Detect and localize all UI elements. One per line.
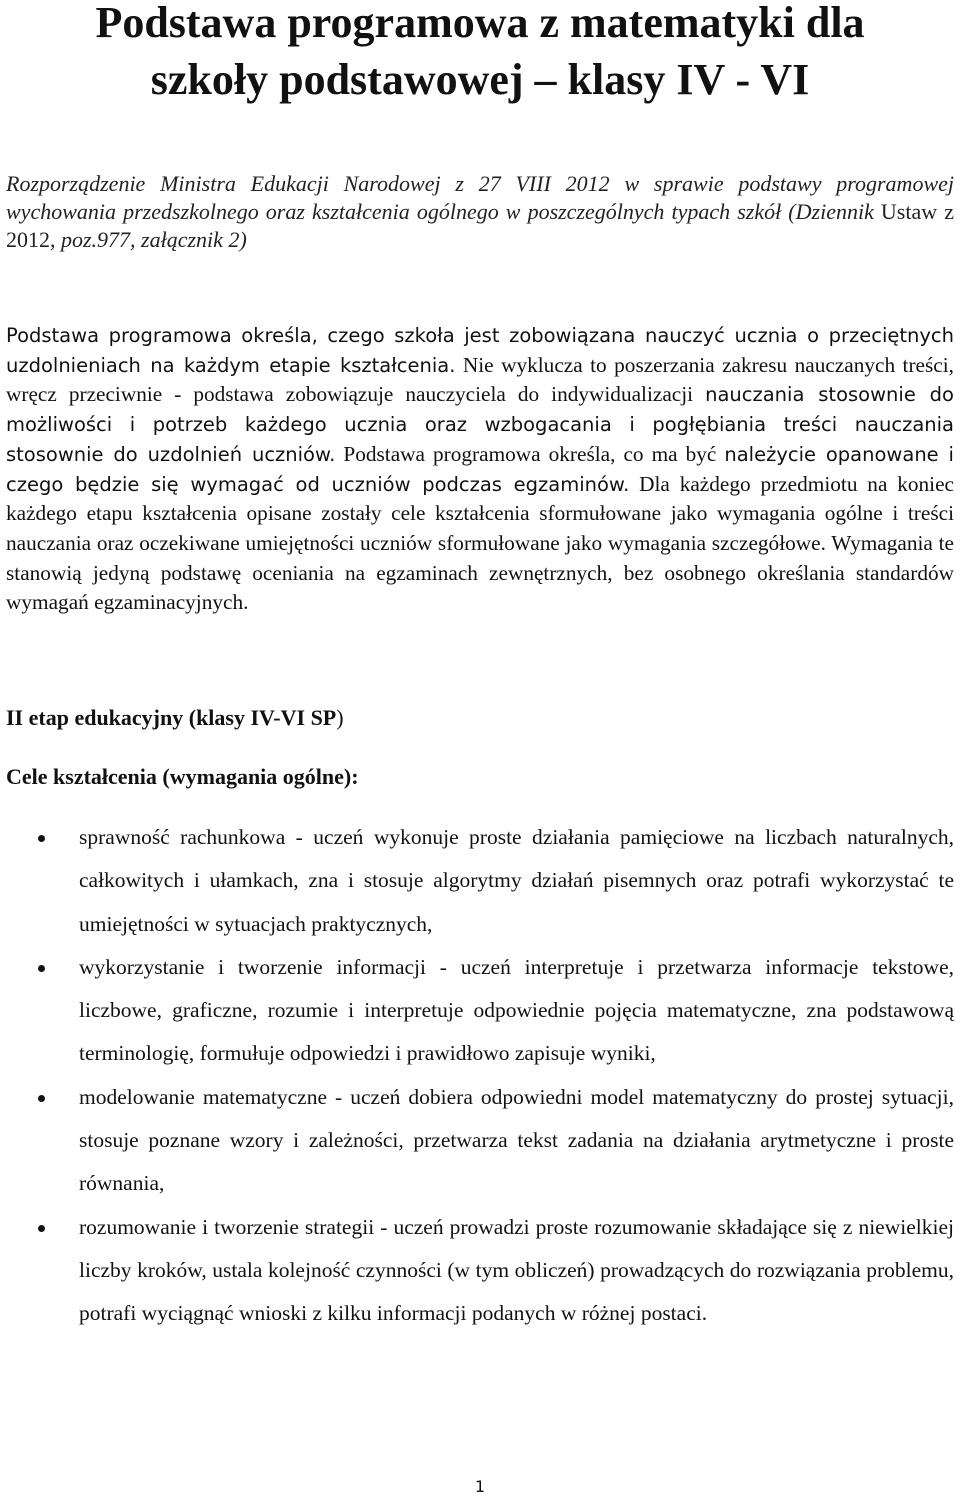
intro-segment-2: Podstawa programowa określa, co ma być (335, 441, 725, 466)
bullet-icon (38, 1225, 45, 1232)
bullet-icon (38, 1095, 45, 1102)
goal-item-2 (0, 946, 960, 1076)
intro-sans-segment-2: nauczania stosownie do możliwości i potrzeb każdego ucznia oraz wzbogacania i pogłębiania treści nauczania stosownie do uzdolnień uczniów. (6, 383, 954, 466)
intro-segment-1: Nie wyklucza to poszerzania zakresu nauczanych treści, wręcz przeciwnie - podstawa zobowiązuje nauczyciela do indywidualizacji (6, 352, 954, 407)
intro-paragraph (6, 321, 954, 618)
decree-text-part-2: Ustaw z 2012, (6, 199, 954, 252)
bullet-icon (38, 835, 45, 842)
bullet-icon (38, 965, 45, 972)
page-number: 1 (474, 1477, 486, 1496)
decree-text-part-1: Rozporządzenie Ministra Edukacji Narodowej z 27 VIII 2012 w sprawie podstawy programowej wychowania przedszkolnego oraz kształcenia ogólnego w poszczególnych typach szkół (Dziennik (6, 171, 954, 224)
goal-item-text: sprawność rachunkowa - uczeń wykonuje proste działania pamięciowe na liczbach naturalnych, całkowitych i ułamkach, zna i stosuje algorytmy działań pisemnych oraz potrafi wykorzystać te umiejętności w sytuacjach praktycznych, (79, 825, 954, 936)
goal-item-4 (0, 1206, 960, 1336)
decree-reference (6, 170, 954, 254)
stage-heading-paren: ) (336, 705, 344, 730)
goals-list (0, 816, 960, 1336)
goal-item-1 (0, 816, 960, 946)
stage-heading-bold: II etap edukacyjny (klasy IV-VI SP (6, 705, 337, 730)
intro-segment-3: Dla każdego przedmiotu na koniec każdego etapu kształcenia opisane zostały cele kształcenia sformułowane jako wymagania ogólne i treści nauczania oraz oczekiwane umiejętności uczniów sformułowane jako wymagania szczegółowe. Wymagania te stanowią jedyną podstawę oceniania na egzaminach zewnętrznych, bez osobnego określania standardów wymagań egzaminacyjnych. (6, 471, 954, 615)
goal-item-text: rozumowanie i tworzenie strategii - uczeń prowadzi proste rozumowanie składające się z niewielkiej liczby kroków, ustala kolejność czynności (w tym obliczeń) prowadzących do rozwiązania problemu, potrafi wyciągnąć wnioski z kilku informacji podanych w różnej postaci. (79, 1214, 954, 1326)
stage-heading (6, 704, 344, 732)
goal-item-text: modelowanie matematyczne - uczeń dobiera odpowiedni model matematyczny do prostej sytuacji, stosuje poznane wzory i zależności, przetwarza tekst zadania na działania arytmetyczne i proste równania, (79, 1084, 954, 1196)
intro-sans-segment-1: Podstawa programowa określa, czego szkoła jest zobowiązana nauczyć ucznia o przeciętnych uzdolnieniach na każdym etapie kształcenia. (6, 324, 954, 377)
goal-item-3 (0, 1076, 960, 1206)
document-title-line-2: szkoły podstawowej – klasy IV - VI (150, 55, 810, 104)
intro-sans-segment-3: należycie opanowane i czego będzie się wymagać od uczniów podczas egzaminów. (6, 442, 954, 496)
document-title (0, 0, 960, 108)
decree-text-part-3: poz.977, załącznik 2) (61, 227, 247, 252)
document-title-line-1: Podstawa programowa z matematyki dla (95, 0, 865, 47)
goals-heading: Cele kształcenia (wymagania ogólne): (6, 764, 359, 789)
goal-item-text: wykorzystanie i tworzenie informacji - uczeń interpretuje i przetwarza informacje tekstowe, liczbowe, graficzne, rozumie i interpretuje odpowiednie pojęcia matematyczne, zna podstawową terminologię, formułuje odpowiedzi i prawidłowo zapisuje wyniki, (79, 954, 954, 1066)
